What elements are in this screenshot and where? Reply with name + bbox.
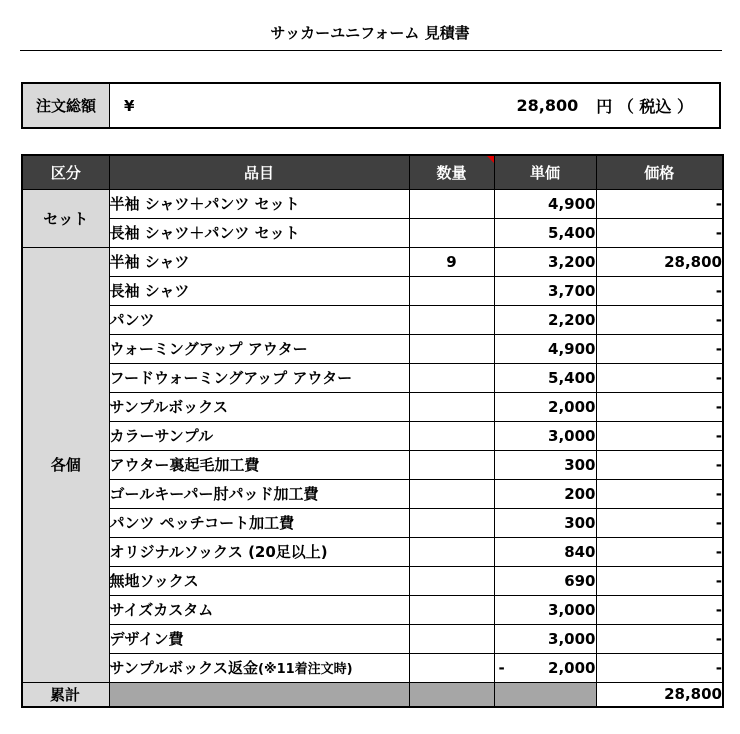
unit-price-cell: 2,200 [494,305,596,334]
table-row [22,479,723,508]
sum-spacer [409,682,494,707]
qty-cell[interactable] [409,363,494,392]
order-total-box [21,82,721,129]
category-each: 各個 [22,247,109,682]
table-row [22,537,723,566]
title-underline [20,50,722,51]
header-qty [409,155,494,189]
price-cell: - [596,218,723,247]
item-name: パンツ [109,305,409,334]
item-name: ウォーミングアップ アウター [109,334,409,363]
item-name: アウター裏起毛加工費 [109,450,409,479]
table-row [22,421,723,450]
price-cell: - [596,450,723,479]
refund-item-note: (※11着注文時) [258,662,353,677]
yen-symbol: ¥ [124,96,135,115]
price-cell: - [596,363,723,392]
unit-price-cell: 3,000 [494,595,596,624]
table-row [22,566,723,595]
item-name: 長袖 シャツ [109,276,409,305]
refund-item-label: サンプルボックス返金 [109,659,259,677]
unit-price-cell: 5,400 [494,218,596,247]
sum-row [22,682,723,707]
unit-price-cell: 300 [494,450,596,479]
unit-price-cell: 690 [494,566,596,595]
table-row [22,595,723,624]
table-row [22,276,723,305]
item-name: 半袖 シャツ＋パンツ セット [109,189,409,218]
price-cell: 28,800 [596,247,723,276]
qty-cell[interactable] [409,421,494,450]
unit-price-cell: 3,000 [494,624,596,653]
header-price: 価格 [596,155,723,189]
qty-cell[interactable] [409,508,494,537]
price-cell: - [596,508,723,537]
unit-price-cell: 300 [494,508,596,537]
unit-price-cell: 4,900 [494,334,596,363]
order-total-label: 注文総額 [23,84,110,127]
table-row [22,305,723,334]
table-row [22,363,723,392]
unit-price-cell: 4,900 [494,189,596,218]
item-name: 半袖 シャツ [109,247,409,276]
sum-spacer [494,682,596,707]
refund-amount: 2,000 [548,658,596,677]
header-category: 区分 [22,155,109,189]
qty-cell[interactable] [409,479,494,508]
order-total-suffix: 円 （ 税込 ） [596,97,693,116]
sum-label: 累計 [22,682,109,707]
minus-sign: - [498,658,505,677]
item-name: サイズカスタム [109,595,409,624]
header-item: 品目 [109,155,409,189]
sum-total: 28,800 [596,682,723,707]
item-name: 無地ソックス [109,566,409,595]
price-cell: - [596,537,723,566]
category-set: セット [22,189,109,247]
table-row [22,624,723,653]
price-cell: - [596,334,723,363]
unit-price-cell: 3,700 [494,276,596,305]
unit-price-cell [494,653,596,682]
qty-cell[interactable] [409,334,494,363]
table-row [22,218,723,247]
unit-price-cell: 2,000 [494,392,596,421]
price-cell: - [596,276,723,305]
item-name-refund [109,653,409,682]
price-cell: - [596,305,723,334]
unit-price-cell: 5,400 [494,363,596,392]
item-name: フードウォーミングアップ アウター [109,363,409,392]
qty-cell[interactable] [409,450,494,479]
table-row [22,247,723,276]
qty-cell[interactable] [409,392,494,421]
price-cell: - [596,653,723,682]
order-total-amount [164,84,719,127]
price-cell: - [596,392,723,421]
price-cell: - [596,189,723,218]
qty-cell[interactable] [409,537,494,566]
qty-cell[interactable] [409,624,494,653]
price-cell: - [596,624,723,653]
item-name: カラーサンプル [109,421,409,450]
qty-cell[interactable]: 9 [409,247,494,276]
table-row [22,508,723,537]
qty-cell[interactable] [409,595,494,624]
price-cell: - [596,479,723,508]
price-cell: - [596,595,723,624]
table-row [22,392,723,421]
item-name: サンプルボックス [109,392,409,421]
item-name: 長袖 シャツ＋パンツ セット [109,218,409,247]
table-row [22,189,723,218]
item-name: パンツ ペッチコート加工費 [109,508,409,537]
table-row [22,450,723,479]
item-name: デザイン費 [109,624,409,653]
qty-cell[interactable] [409,305,494,334]
comment-indicator-icon[interactable] [487,156,494,163]
header-qty-label: 数量 [436,163,467,182]
document-title: サッカーユニフォーム 見積書 [270,24,470,42]
qty-cell[interactable] [409,653,494,682]
table-header-row [22,155,723,189]
table-row [22,334,723,363]
table-row [22,653,723,682]
qty-cell[interactable] [409,218,494,247]
unit-price-cell: 840 [494,537,596,566]
item-name: ゴールキーパー肘パッド加工費 [109,479,409,508]
header-unit-price: 単価 [494,155,596,189]
estimate-table [21,154,724,708]
order-total-value: 28,800 [516,96,579,115]
unit-price-cell: 3,200 [494,247,596,276]
unit-price-cell: 200 [494,479,596,508]
price-cell: - [596,566,723,595]
qty-cell[interactable] [409,189,494,218]
sum-spacer [109,682,409,707]
qty-cell[interactable] [409,276,494,305]
qty-cell[interactable] [409,566,494,595]
unit-price-cell: 3,000 [494,421,596,450]
price-cell: - [596,421,723,450]
item-name: オリジナルソックス (20足以上) [109,537,409,566]
